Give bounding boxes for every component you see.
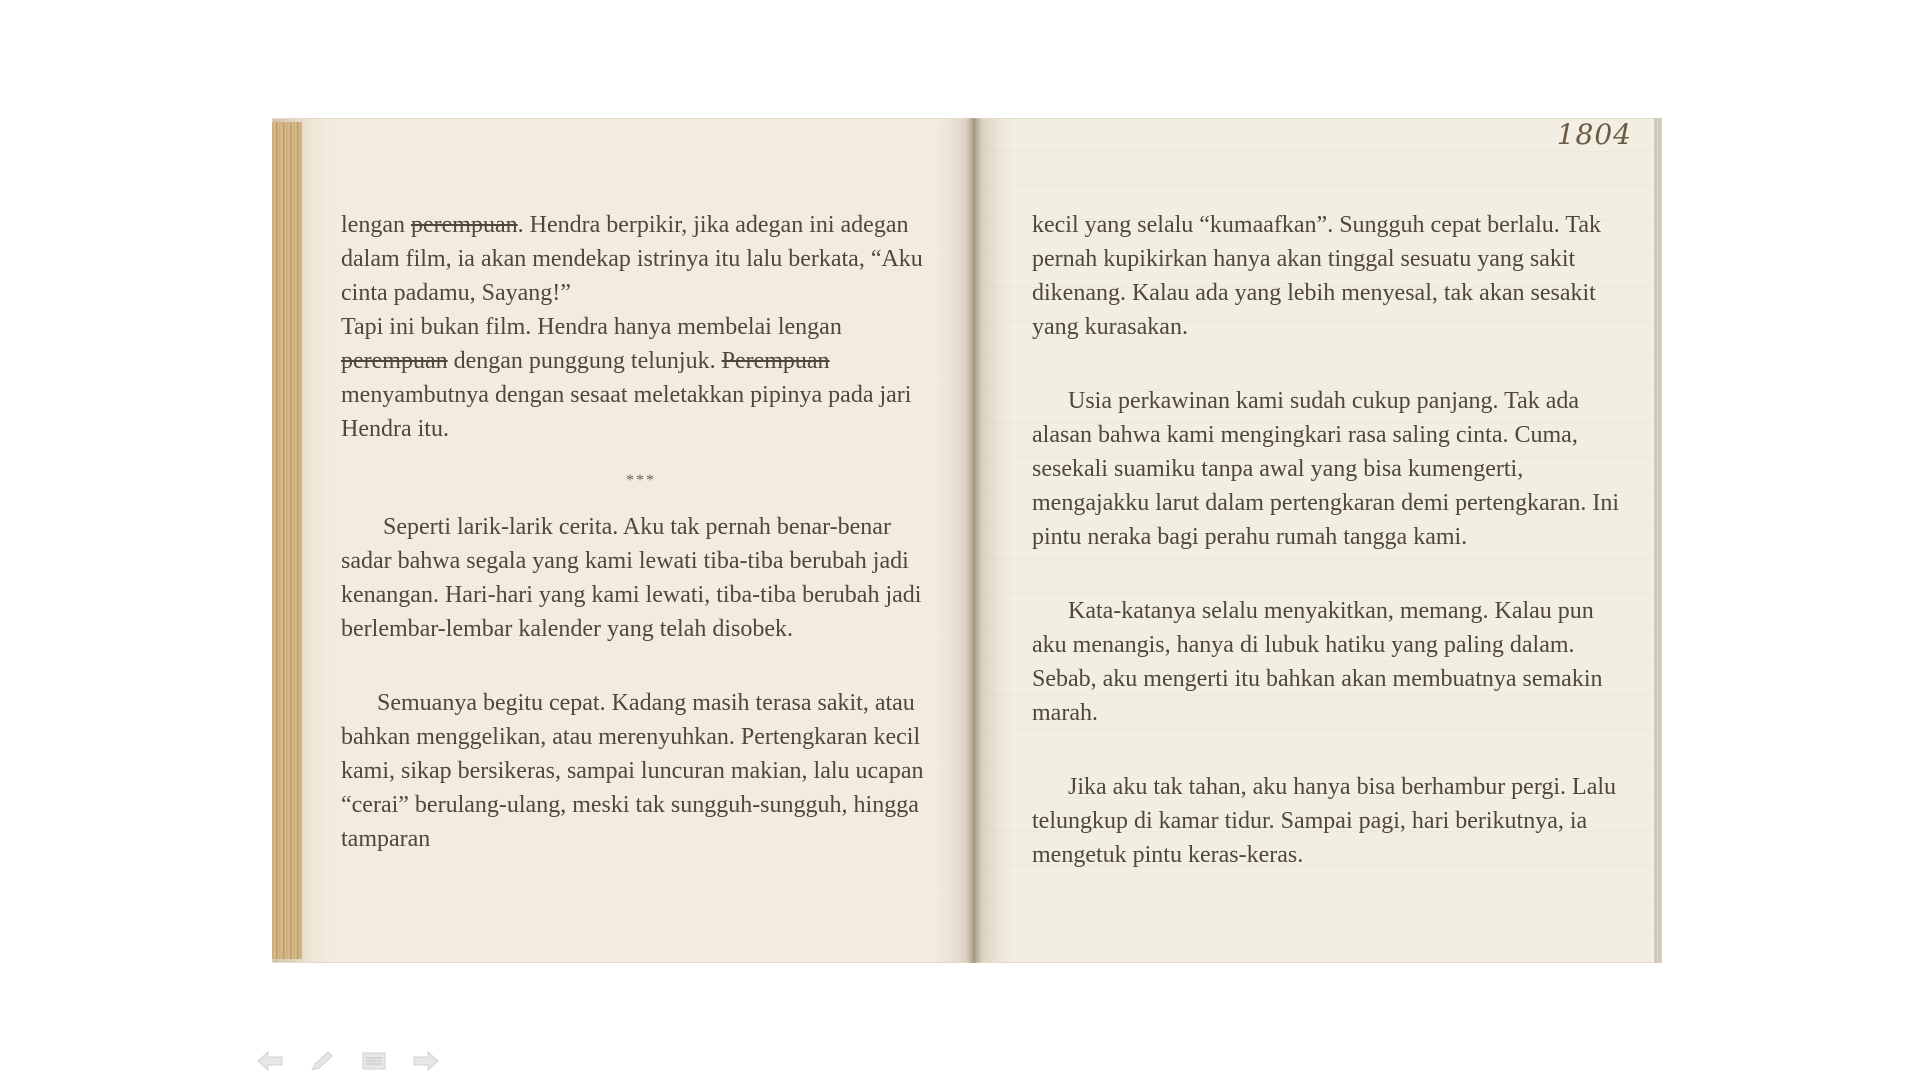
text-span: Tapi ini bukan film. Hendra hanya membelai lengan — [341, 314, 842, 340]
right-page-edges — [1654, 118, 1662, 963]
previous-slide-button[interactable] — [255, 1048, 285, 1074]
left-paragraph-3: Seperti larik-larik cerita. Aku tak pernah benar-benar sadar bahwa segala yang kami lewati tiba-tiba berubah jadi kenangan. Hari-hari yang kami lewati, tiba-tiba berubah jadi berlembar-lembar kalender yang telah disobek. — [341, 514, 922, 642]
pen-icon — [309, 1050, 335, 1072]
left-paragraph-4: Semuanya begitu cepat. Kadang masih terasa sakit, atau bahkan menggelikan, atau merenyuhkan. Pertengkaran kecil kami, sikap bersikeras, sampai luncuran makian, lalu ucapan “cerai” berulang-ulang, meski tak sungguh-sungguh, hingga tamparan — [341, 690, 924, 852]
right-paragraph-3: Kata-katanya selalu menyakitkan, memang. Kalau pun aku menangis, hanya di lubuk hatiku yang paling dalam. Sebab, aku mengerti itu bahkan akan membuatnya semakin marah. — [1032, 598, 1603, 726]
right-paragraph-4: Jika aku tak tahan, aku hanya bisa berhambur pergi. Lalu telungkup di kamar tidur. Sampai pagi, hari berikutnya, ia mengetuk pintu keras-keras. — [1032, 774, 1617, 868]
text-span: menyambutnya dengan sesaat meletakkan pipinya pada jari Hendra itu. — [341, 382, 912, 442]
menu-icon — [361, 1050, 387, 1072]
left-paragraph-1 — [341, 208, 941, 310]
open-book — [272, 118, 1662, 963]
left-paragraph-2 — [341, 310, 941, 446]
slideshow-toolbar — [255, 1048, 441, 1074]
paragraph-gap — [341, 646, 941, 686]
right-paragraph-1: kecil yang selalu “kumaafkan”. Sungguh cepat berlalu. Tak pernah kupikirkan hanya akan tinggal sesuatu yang sakit dikenang. Kalau ada yang lebih menyesal, tak akan sesakit yang kurasakan. — [1032, 212, 1602, 340]
left-page-text — [341, 208, 941, 856]
book-spine — [966, 118, 982, 963]
pen-tool-button[interactable] — [307, 1048, 337, 1074]
paragraph-gap — [1032, 730, 1632, 770]
arrow-left-icon — [256, 1050, 284, 1072]
text-span: dengan punggung telunjuk. — [447, 348, 722, 374]
section-separator: *** — [626, 472, 656, 489]
text-span: lengan — [341, 212, 411, 238]
struck-word: perempuan — [341, 348, 448, 374]
next-slide-button[interactable] — [411, 1048, 441, 1074]
struck-word: Perempuan — [721, 348, 830, 374]
right-page-text — [1032, 208, 1632, 872]
right-paragraph-2: Usia perkawinan kami sudah cukup panjang. Tak ada alasan bahwa kami mengingkari rasa saling cinta. Cuma, sesekali suamiku tanpa awal yang bisa kumengerti, mengajakku larut dalam pertengkaran demi pertengkaran. Ini pintu neraka bagi perahu rumah tangga kami. — [1032, 388, 1620, 550]
slide-menu-button[interactable] — [359, 1048, 389, 1074]
paragraph-gap — [1032, 554, 1632, 594]
paragraph-gap — [1032, 344, 1632, 384]
struck-word: perempuan — [410, 212, 518, 238]
left-page-edges — [272, 122, 302, 959]
arrow-right-icon — [412, 1050, 440, 1072]
text-span: . Hendra berpikir, jika adegan ini adegan dalam film, ia akan mendekap istrinya itu lalu berkata, “Aku cinta padamu, Sayang!” — [341, 212, 923, 306]
page-number: 1804 — [1556, 118, 1632, 151]
